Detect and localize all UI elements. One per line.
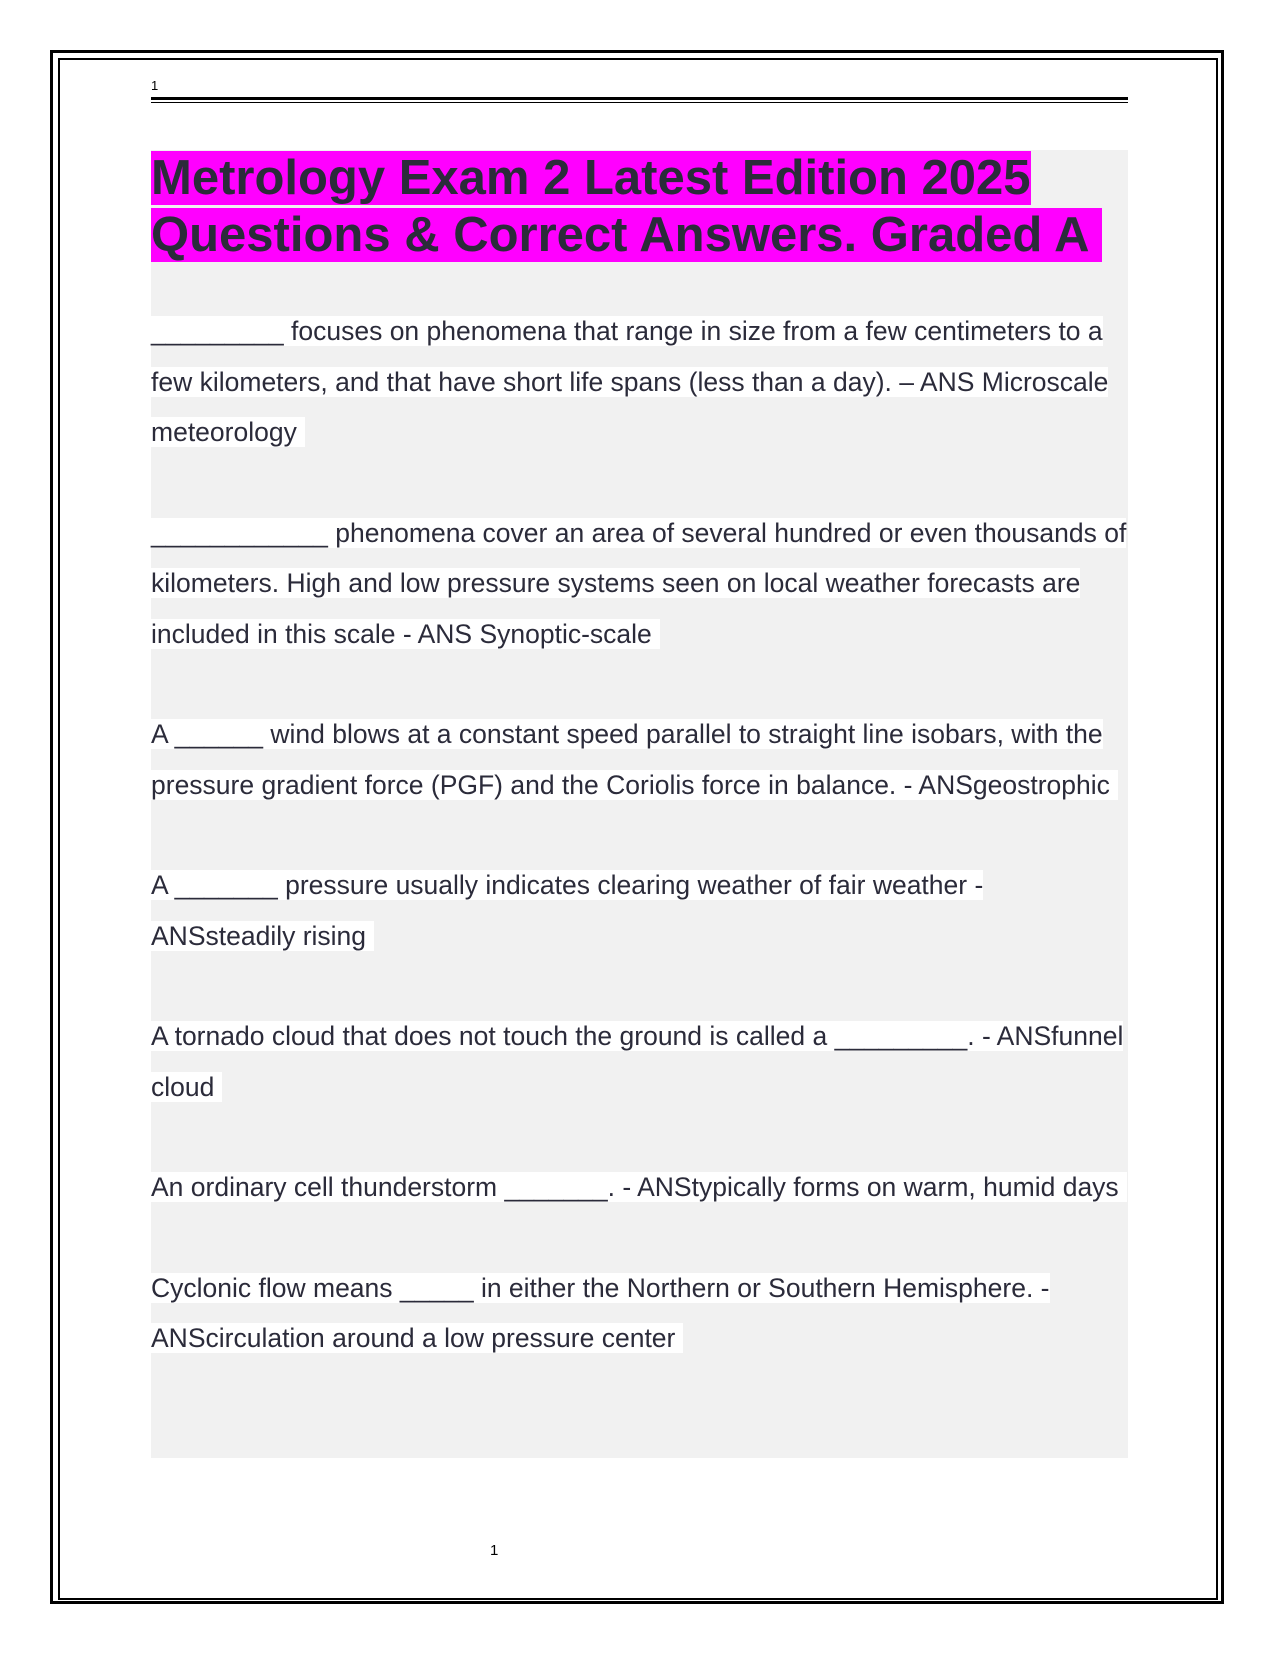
question-text <box>151 1011 1128 1112</box>
document-title <box>151 150 1128 264</box>
question-block <box>151 860 1128 961</box>
question-text <box>151 860 1128 961</box>
question-text-span: A tornado cloud that does not touch the ground is called a _________. - ANSfunnel cloud <box>151 1021 1124 1102</box>
header-rule <box>151 97 1128 103</box>
question-block <box>151 1162 1128 1213</box>
question-block <box>151 306 1128 458</box>
question-block <box>151 508 1128 660</box>
question-text-span: _________ focuses on phenomena that range in size from a few centimeters to a few kilometers, and that have short life spans (less than a day). – ANS Microscale meteorology <box>151 316 1109 447</box>
footer-page-number: 1 <box>490 1542 499 1559</box>
question-text <box>151 709 1128 810</box>
question-text <box>151 1162 1128 1213</box>
header-page-number: 1 <box>151 78 159 93</box>
question-text-span: An ordinary cell thunderstorm _______. - ANStypically forms on warm, humid days <box>151 1172 1127 1202</box>
question-text <box>151 306 1128 458</box>
question-text-span: A _______ pressure usually indicates clearing weather of fair weather - ANSsteadily rising <box>151 870 984 951</box>
document-content <box>151 150 1128 1458</box>
question-text-span: Cyclonic flow means _____ in either the Northern or Southern Hemisphere. - ANScirculation around a low pressure center <box>151 1272 1050 1353</box>
question-block <box>151 709 1128 810</box>
question-block <box>151 1011 1128 1112</box>
question-text <box>151 1263 1128 1364</box>
question-block <box>151 1263 1128 1364</box>
question-text-span: A ______ wind blows at a constant speed parallel to straight line isobars, with the pressure gradient force (PGF) and the Coriolis force in balance. - ANSgeostrophic <box>151 719 1118 800</box>
question-text-span: ____________ phenomena cover an area of several hundred or even thousands of kilometers. High and low pressure systems seen on local weather forecasts are included in this scale - ANS Synoptic-scale <box>151 517 1127 649</box>
question-text <box>151 508 1128 660</box>
document-title-text: Metrology Exam 2 Latest Edition 2025 Questions & Correct Answers. Graded A <box>151 151 1102 262</box>
